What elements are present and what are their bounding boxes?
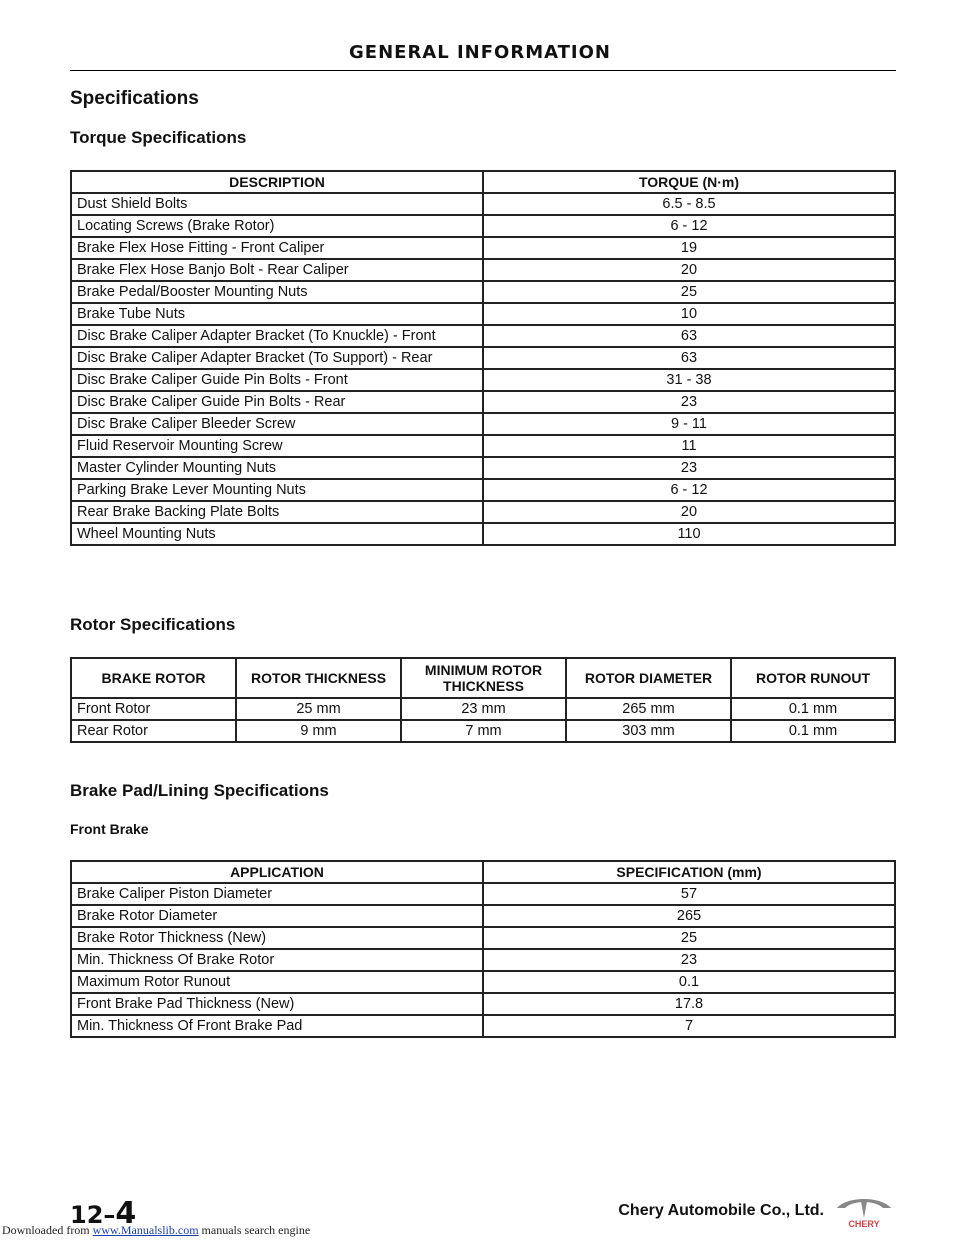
table-row — [71, 259, 895, 281]
pad-specs-title: Brake Pad/Lining Specifications — [70, 781, 329, 800]
value-cell: 265 mm — [566, 698, 731, 720]
value-cell: 11 — [483, 435, 895, 457]
table-header-row — [71, 861, 895, 883]
rotor-specs-title: Rotor Specifications — [70, 615, 236, 634]
table-row — [71, 413, 895, 435]
row-label-cell: Disc Brake Caliper Bleeder Screw — [71, 413, 483, 435]
row-label-cell: Rear Brake Backing Plate Bolts — [71, 501, 483, 523]
row-label-cell: Rear Rotor — [71, 720, 236, 742]
table-row — [71, 435, 895, 457]
value-cell: 20 — [483, 259, 895, 281]
value-cell: 7 mm — [401, 720, 566, 742]
chery-logo — [833, 1196, 895, 1230]
table-header-row — [71, 171, 895, 193]
table-row — [71, 193, 895, 215]
torque-specs-title: Torque Specifications — [70, 128, 247, 147]
row-label-cell: Brake Rotor Diameter — [71, 905, 483, 927]
table-row — [71, 1015, 895, 1037]
value-cell: 110 — [483, 523, 895, 545]
logo-text: CHERY — [848, 1219, 880, 1229]
row-label-cell: Disc Brake Caliper Adapter Bracket (To Support) - Rear — [71, 347, 483, 369]
value-cell: 63 — [483, 347, 895, 369]
value-cell: 265 — [483, 905, 895, 927]
column-header-rotor-thickness: ROTOR THICKNESS — [236, 658, 401, 698]
value-cell: 10 — [483, 303, 895, 325]
value-cell: 23 — [483, 391, 895, 413]
table-row — [71, 303, 895, 325]
section-title: Specifications — [70, 88, 199, 109]
column-header-rotor-diameter: ROTOR DIAMETER — [566, 658, 731, 698]
table-row — [71, 523, 895, 545]
row-label-cell: Min. Thickness Of Brake Rotor — [71, 949, 483, 971]
value-cell: 31 - 38 — [483, 369, 895, 391]
column-header-min-rotor-thickness: MINIMUM ROTOR THICKNESS — [401, 658, 566, 698]
row-label-cell: Locating Screws (Brake Rotor) — [71, 215, 483, 237]
value-cell: 20 — [483, 501, 895, 523]
value-cell: 17.8 — [483, 993, 895, 1015]
table-row — [71, 347, 895, 369]
table-row — [71, 501, 895, 523]
row-label-cell: Disc Brake Caliper Adapter Bracket (To Knuckle) - Front — [71, 325, 483, 347]
row-label-cell: Brake Flex Hose Fitting - Front Caliper — [71, 237, 483, 259]
table-row — [71, 457, 895, 479]
column-header-specification: SPECIFICATION (mm) — [483, 861, 895, 883]
value-cell: 0.1 mm — [731, 698, 895, 720]
page-prefix: 12– — [70, 1201, 116, 1229]
torque-specs-table — [70, 170, 896, 546]
value-cell: 23 — [483, 949, 895, 971]
value-cell: 6.5 - 8.5 — [483, 193, 895, 215]
row-label-cell: Brake Tube Nuts — [71, 303, 483, 325]
row-label-cell: Min. Thickness Of Front Brake Pad — [71, 1015, 483, 1037]
table-row — [71, 927, 895, 949]
table-row — [71, 281, 895, 303]
download-suffix: manuals search engine — [201, 1223, 311, 1237]
row-label-cell: Disc Brake Caliper Guide Pin Bolts - Front — [71, 369, 483, 391]
value-cell: 23 — [483, 457, 895, 479]
table-row — [71, 479, 895, 501]
column-header-brake-rotor: BRAKE ROTOR — [71, 658, 236, 698]
column-header-torque: TORQUE (N·m) — [483, 171, 895, 193]
table-row — [71, 391, 895, 413]
row-label-cell: Brake Pedal/Booster Mounting Nuts — [71, 281, 483, 303]
value-cell: 25 — [483, 281, 895, 303]
company-name: Chery Automobile Co., Ltd. — [618, 1202, 824, 1219]
download-notice — [2, 1223, 310, 1238]
column-header-application: APPLICATION — [71, 861, 483, 883]
row-label-cell: Brake Flex Hose Banjo Bolt - Rear Caliper — [71, 259, 483, 281]
table-row — [71, 905, 895, 927]
value-cell: 25 mm — [236, 698, 401, 720]
value-cell: 19 — [483, 237, 895, 259]
value-cell: 23 mm — [401, 698, 566, 720]
row-label-cell: Wheel Mounting Nuts — [71, 523, 483, 545]
table-row — [71, 971, 895, 993]
table-row — [71, 949, 895, 971]
table-row — [71, 883, 895, 905]
row-label-cell: Front Brake Pad Thickness (New) — [71, 993, 483, 1015]
value-cell: 6 - 12 — [483, 479, 895, 501]
table-header-row — [71, 658, 895, 698]
manualslib-link[interactable]: www.Manualslib.com — [92, 1223, 199, 1237]
value-cell: 7 — [483, 1015, 895, 1037]
table-row — [71, 993, 895, 1015]
table-row — [71, 698, 895, 720]
value-cell: 57 — [483, 883, 895, 905]
row-label-cell: Brake Caliper Piston Diameter — [71, 883, 483, 905]
download-prefix: Downloaded from — [2, 1223, 90, 1237]
column-header-rotor-runout: ROTOR RUNOUT — [731, 658, 895, 698]
row-label-cell: Maximum Rotor Runout — [71, 971, 483, 993]
header-divider — [70, 70, 896, 71]
value-cell: 303 mm — [566, 720, 731, 742]
value-cell: 0.1 — [483, 971, 895, 993]
rotor-specs-table — [70, 657, 896, 743]
row-label-cell: Front Rotor — [71, 698, 236, 720]
value-cell: 63 — [483, 325, 895, 347]
table-row — [71, 369, 895, 391]
row-label-cell: Brake Rotor Thickness (New) — [71, 927, 483, 949]
table-row — [71, 325, 895, 347]
page-number-value: 4 — [115, 1196, 137, 1231]
page-header-title: GENERAL INFORMATION — [349, 42, 611, 63]
row-label-cell: Parking Brake Lever Mounting Nuts — [71, 479, 483, 501]
value-cell: 9 - 11 — [483, 413, 895, 435]
value-cell: 25 — [483, 927, 895, 949]
table-row — [71, 237, 895, 259]
table-row — [71, 215, 895, 237]
row-label-cell: Dust Shield Bolts — [71, 193, 483, 215]
front-brake-subtitle: Front Brake — [70, 821, 149, 837]
pad-specs-table — [70, 860, 896, 1038]
column-header-description: DESCRIPTION — [71, 171, 483, 193]
row-label-cell: Disc Brake Caliper Guide Pin Bolts - Rear — [71, 391, 483, 413]
value-cell: 0.1 mm — [731, 720, 895, 742]
row-label-cell: Fluid Reservoir Mounting Screw — [71, 435, 483, 457]
table-row — [71, 720, 895, 742]
value-cell: 6 - 12 — [483, 215, 895, 237]
row-label-cell: Master Cylinder Mounting Nuts — [71, 457, 483, 479]
value-cell: 9 mm — [236, 720, 401, 742]
